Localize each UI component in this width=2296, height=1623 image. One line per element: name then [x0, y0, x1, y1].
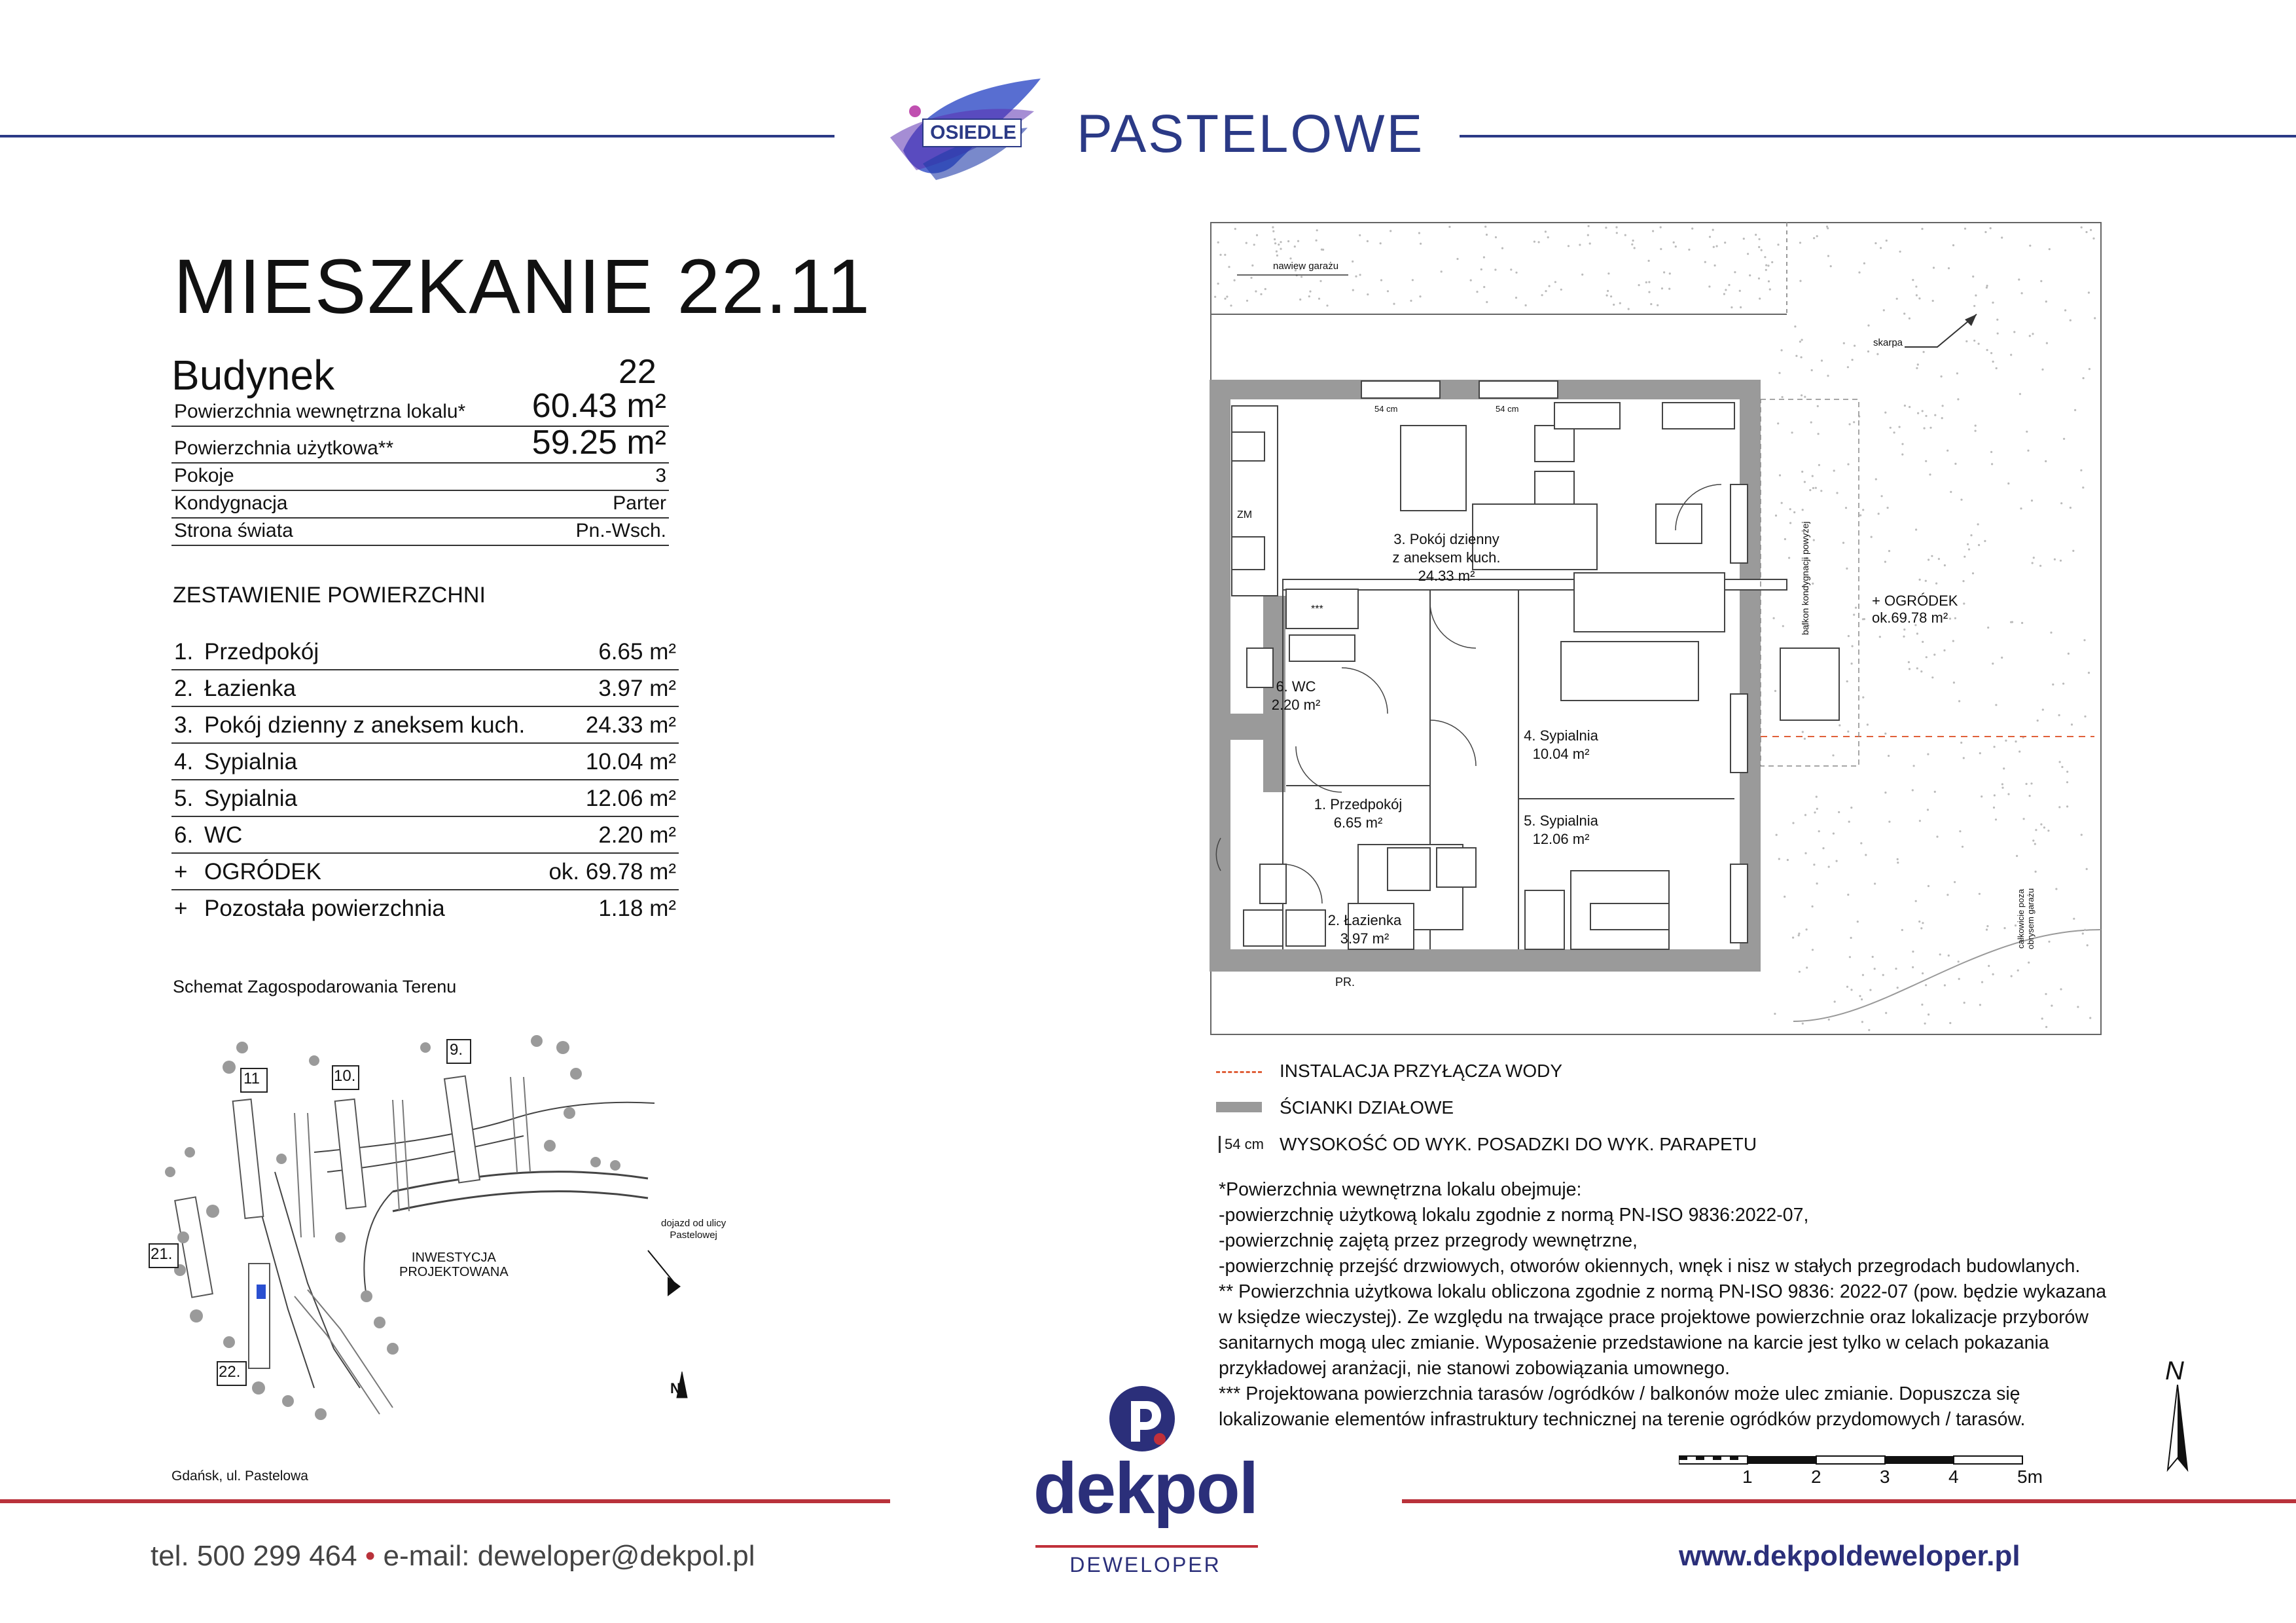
room-name: Pokój dzienny z aneksem kuch.: [204, 712, 526, 738]
legend-sill-text: WYSOKOŚĆ OD WYK. POSADZKI DO WYK. PARAPETU: [1280, 1134, 1757, 1154]
note-line: *Powierzchnia wewnętrzna lokalu obejmuje:: [1219, 1179, 1582, 1200]
plan-pr-label: PR.: [1335, 976, 1355, 989]
site-building-21: 21.: [151, 1245, 173, 1263]
plan-room-label: 5. Sypialnia 12.06 m²: [1524, 812, 1598, 847]
room-number: 5.: [174, 786, 194, 811]
room-row: [171, 892, 679, 926]
footer-bullet: •: [365, 1540, 376, 1572]
dekpol-brand: dekpol: [1033, 1448, 1258, 1529]
note-line: przykładowej aranżacji, nie stanowi zobowiązania umownego.: [1219, 1358, 1731, 1379]
footer-email[interactable]: e-mail: deweloper@dekpol.pl: [383, 1540, 755, 1572]
room-number: 2.: [174, 676, 194, 701]
site-building-10: 10.: [334, 1067, 356, 1085]
north-arrow-icon: [2155, 1385, 2200, 1480]
dekpol-brand-sub: DEWELOPER: [1069, 1553, 1221, 1577]
plan-garden-label: + OGRÓDEK ok.69.78 m²: [1872, 593, 1958, 626]
site-building-22: 22.: [219, 1363, 241, 1381]
room-name: Sypialnia: [204, 749, 298, 775]
room-row: [171, 855, 679, 890]
note-line: ** Powierzchnia użytkowa lokalu obliczona zgodnie z normą PN-ISO 9836: 2022-07 (pow. będzie wykazana: [1219, 1281, 2107, 1302]
room-name: OGRÓDEK: [204, 859, 321, 884]
dekpol-brand-rule: [1035, 1545, 1258, 1548]
scale-tick-label: 1: [1742, 1467, 1753, 1487]
scale-tick-label: 5m: [2017, 1467, 2043, 1487]
room-number: +: [174, 859, 188, 884]
info-label: Pokoje: [174, 465, 234, 486]
room-number: +: [174, 896, 188, 921]
info-label: Powierzchnia użytkowa**: [174, 437, 394, 459]
info-row-orientation: [171, 519, 669, 546]
plan-room-label: 4. Sypialnia 10.04 m²: [1524, 727, 1598, 762]
room-area: 10.04 m²: [585, 749, 676, 775]
plan-marker: ***: [1311, 604, 1323, 615]
plan-room-label: 1. Przedpokój 6.65 m²: [1314, 796, 1403, 831]
note-line: lokalizowanie elementów infrastruktury technicznej na terenie ogródków przydomowych / tarasów.: [1219, 1409, 2026, 1430]
legend-walls-swatch: [1216, 1102, 1262, 1112]
info-row-rooms: [171, 464, 669, 491]
site-plan: [144, 1021, 772, 1447]
room-name: Łazienka: [204, 676, 296, 701]
room-area: 6.65 m²: [598, 639, 676, 665]
legend-water-line: [1216, 1071, 1262, 1073]
plan-room-label: 6. WC 2.20 m²: [1271, 678, 1321, 713]
plan-room-label: 2. Łazienka 3.97 m²: [1327, 912, 1402, 947]
info-row-internal: [171, 387, 669, 427]
plan-zm-label: ZM: [1237, 509, 1253, 520]
legend-sill-sample: 54 cm: [1219, 1136, 1264, 1153]
info-value: Pn.-Wsch.: [575, 520, 666, 541]
footer-rule-right: [1402, 1499, 2296, 1503]
room-area: 3.97 m²: [598, 676, 676, 701]
note-line: -powierzchnię zajętą przez przegrody wewnętrzne,: [1219, 1230, 1638, 1251]
site-building-9: 9.: [450, 1041, 463, 1059]
info-value: 60.43 m²: [531, 387, 666, 425]
summary-heading: ZESTAWIENIE POWIERZCHNI: [173, 583, 486, 608]
north-label: N: [2165, 1357, 2184, 1385]
room-area: ok. 69.78 m²: [548, 859, 676, 884]
building-value: 22: [619, 353, 656, 391]
footer-website[interactable]: www.dekpoldeweloper.pl: [1679, 1540, 2020, 1572]
building-label: Budynek: [171, 352, 335, 399]
scale-tick-label: 2: [1811, 1467, 1821, 1487]
info-label: Powierzchnia wewnętrzna lokalu*: [174, 401, 466, 422]
info-row-floor: [171, 491, 669, 519]
room-row: [171, 672, 679, 707]
info-value: Parter: [613, 492, 666, 514]
site-building-11: 11: [243, 1070, 260, 1087]
osiedle-logo: [877, 65, 1073, 190]
room-area: 24.33 m²: [585, 712, 676, 738]
note-line: sanitarnych mogą ulec zmianie. Wyposażenie przedstawione na karcie jest tylko w celach pokazania: [1219, 1332, 2049, 1353]
site-access-label: dojazd od ulicy Pastelowej: [661, 1218, 726, 1241]
location-text: Gdańsk, ul. Pastelowa: [171, 1468, 308, 1484]
footer-phone: tel. 500 299 464: [151, 1540, 357, 1572]
room-name: Przedpokój: [204, 639, 319, 665]
notes: [1219, 1177, 2106, 1432]
plan-window-height: 54 cm: [1374, 404, 1398, 414]
room-row: [171, 745, 679, 780]
room-name: WC: [204, 822, 243, 848]
site-north-label: N: [670, 1380, 681, 1396]
footer-rule-left: [0, 1499, 890, 1503]
room-name: Sypialnia: [204, 786, 298, 811]
logo-badge-text: OSIEDLE: [930, 122, 1016, 143]
plan-balcony-note: balkon kondygnacji powyżej: [1800, 521, 1810, 635]
room-number: 6.: [174, 822, 194, 848]
info-value: 59.25 m²: [531, 424, 666, 462]
room-area: 1.18 m²: [598, 896, 676, 921]
plan-window-height: 54 cm: [1496, 404, 1519, 414]
legend-walls-text: ŚCIANKI DZIAŁOWE: [1280, 1097, 1454, 1118]
site-plan-heading: Schemat Zagospodarowania Terenu: [173, 977, 457, 996]
footer-contact: [151, 1540, 755, 1573]
plan-garage-outline-note: całkowicie poza obrysem garażu: [2016, 888, 2036, 949]
info-label: Strona świata: [174, 520, 293, 541]
plan-room-label: 3. Pokój dzienny z aneksem kuch. 24.33 m²: [1392, 531, 1501, 584]
legend-water-text: INSTALACJA PRZYŁĄCZA WODY: [1280, 1061, 1563, 1081]
room-name: Pozostała powierzchnia: [204, 896, 445, 921]
room-row: [171, 818, 679, 854]
room-number: 1.: [174, 639, 194, 665]
room-row: [171, 708, 679, 744]
room-row: [171, 782, 679, 817]
plan-garage-overhang: nawiew garażu: [1273, 261, 1339, 272]
note-line: -powierzchnię użytkową lokalu zgodnie z normą PN-ISO 9836:2022-07,: [1219, 1205, 1809, 1226]
logo-name: PASTELOWE: [1077, 104, 1425, 164]
room-number: 3.: [174, 712, 194, 738]
info-row-usable: [171, 424, 669, 464]
scale-tick-label: 3: [1880, 1467, 1890, 1487]
room-number: 4.: [174, 749, 194, 775]
plan-slope-label: skarpa: [1873, 337, 1903, 348]
info-value: 3: [655, 465, 666, 486]
room-area: 2.20 m²: [598, 822, 676, 848]
scale-tick-label: 4: [1948, 1467, 1959, 1487]
note-line: -powierzchnię przejść drzwiowych, otworów okiennych, wnęk i nisz w stałych przegrodach budowlanych.: [1219, 1256, 2081, 1277]
site-investment-label: INWESTYCJA PROJEKTOWANA: [399, 1250, 509, 1279]
note-line: w księdze wieczystej). Ze względu na trwające prace projektowe powierzchnie oraz lokalizacje przyborów: [1219, 1307, 2089, 1328]
info-label: Kondygnacja: [174, 492, 288, 514]
note-line: *** Projektowana powierzchnia tarasów /ogródków / balkonów może ulec zmianie. Dopuszcza się: [1219, 1383, 2020, 1404]
page-title: MIESZKANIE 22.11: [173, 244, 871, 330]
header-rule-left: [0, 135, 834, 137]
scale-bar: [1679, 1455, 2058, 1471]
room-row: [171, 635, 679, 670]
header-rule-right: [1460, 135, 2296, 137]
room-area: 12.06 m²: [585, 786, 676, 811]
